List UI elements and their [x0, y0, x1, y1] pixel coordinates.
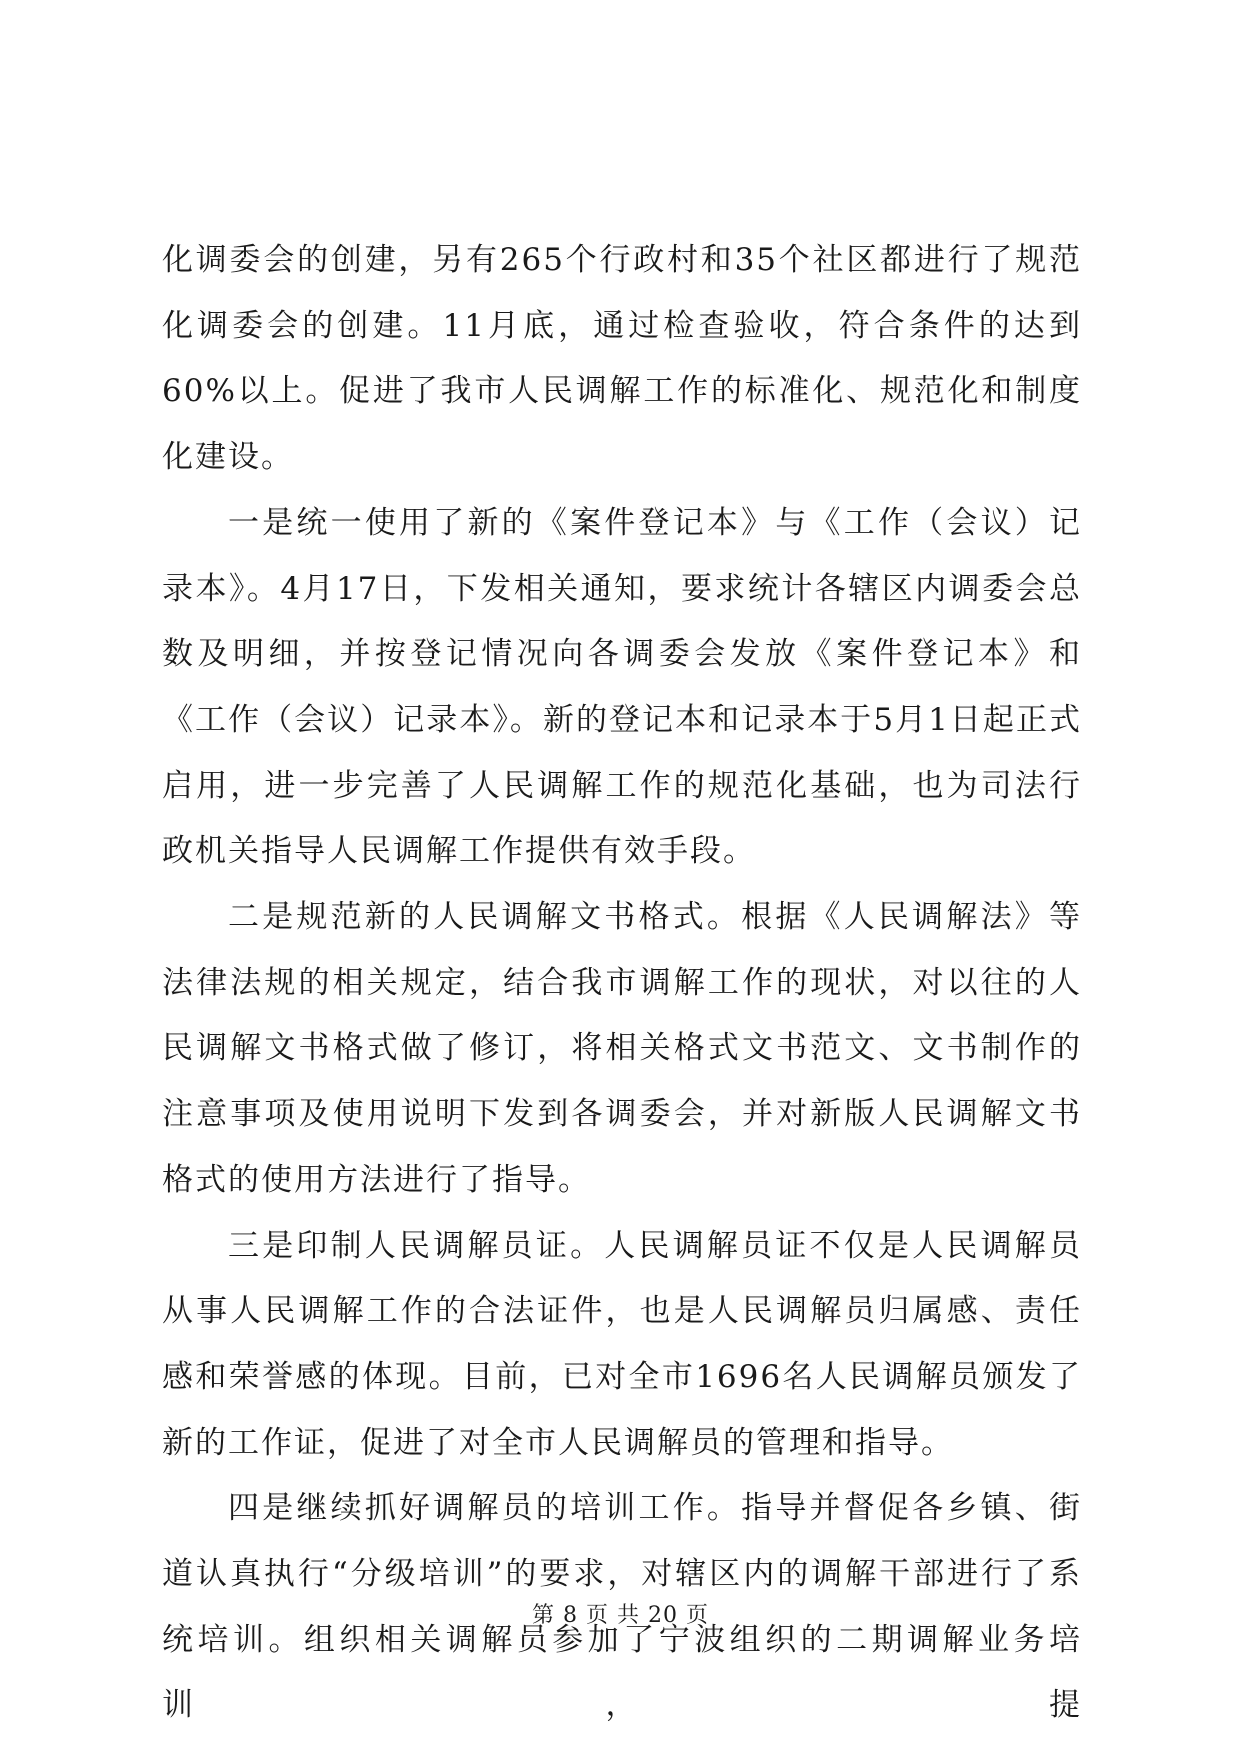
paragraph-1: 化调委会的创建，另有265个行政村和35个社区都进行了规范化调委会的创建。11月底，通过检查验收，符合条件的达到60%以上。促进了我市人民调解工作的标准化、规范化和制度化建设。 [162, 242, 1082, 476]
paragraph-3: 二是规范新的人民调解文书格式。根据《人民调解法》等法律法规的相关规定，结合我市调解工作的现状，对以往的人民调解文书格式做了修订，将相关格式文书范文、文书制作的注意事项及使用说明下发到各调委会，并对新版人民调解文书格式的使用方法进行了指导。 [162, 899, 1082, 1198]
paragraph-5: 四是继续抓好调解员的培训工作。指导并督促各乡镇、街道认真执行“分级培训”的要求，对辖区内的调解干部进行了系统培训。组织相关调解员参加了宁波组织的二期调解业务培训，提 [162, 1490, 1082, 1724]
paragraph-2: 一是统一使用了新的《案件登记本》与《工作（会议）记录本》。4月17日，下发相关通知，要求统计各辖区内调委会总数及明细，并按登记情况向各调委会发放《案件登记本》和《工作（会议）记录本》。新的登记本和记录本于5月1日起正式启用，进一步完善了人民调解工作的规范化基础，也为司法行政机关指导人民调解工作提供有效手段。 [162, 504, 1082, 870]
page-number-footer: 第 8 页 共 20 页 [532, 1603, 709, 1628]
paragraph-4: 三是印制人民调解员证。人民调解员证不仅是人民调解员从事人民调解工作的合法证件，也是人民调解员归属感、责任感和荣誉感的体现。目前，已对全市1696名人民调解员颁发了新的工作证，促进了对全市人民调解员的管理和指导。 [162, 1227, 1082, 1461]
document-body [162, 228, 1082, 1739]
